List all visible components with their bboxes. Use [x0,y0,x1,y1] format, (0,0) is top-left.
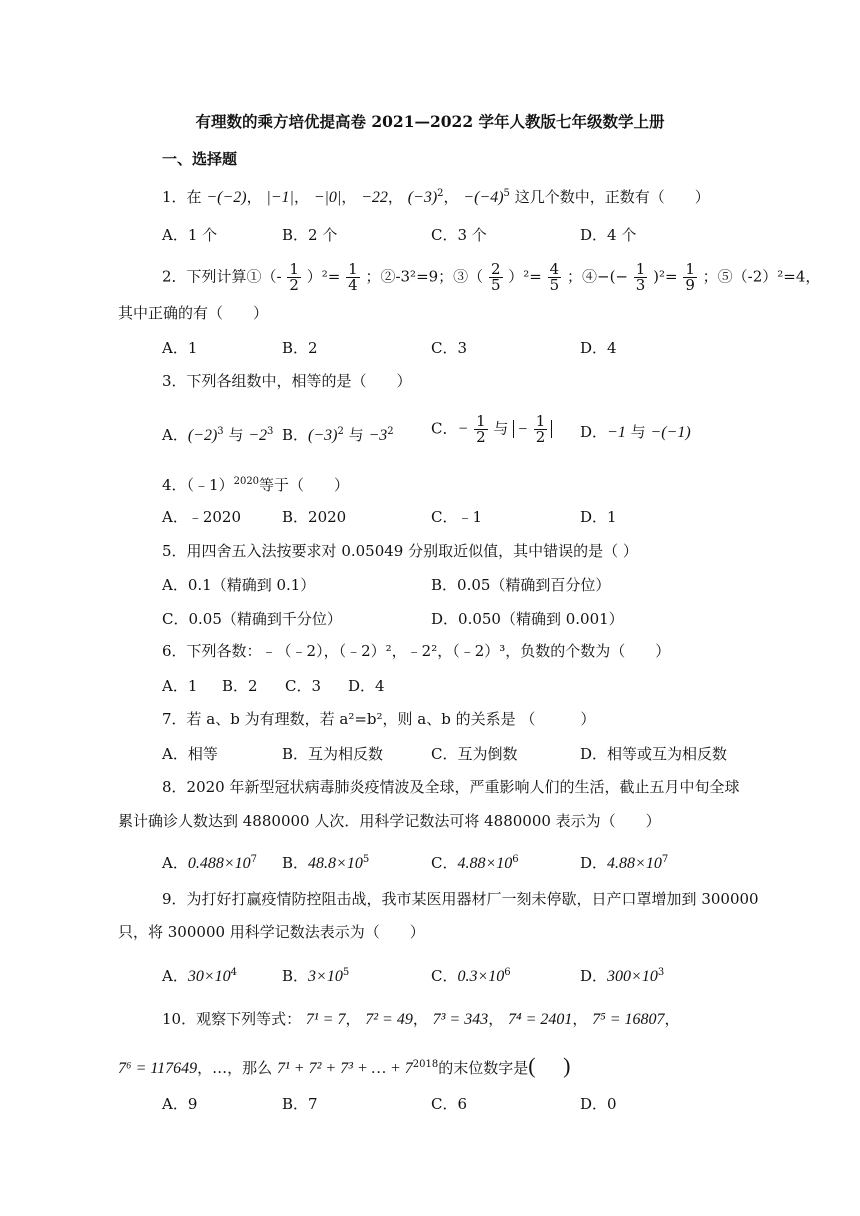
q5-option-d[interactable]: D．0.050（精确到 0.001） [431,610,624,628]
q4-option-b[interactable]: B．2020 [282,508,347,526]
fraction: $\frac{1}{2}$ [289,260,299,294]
question-9-line2: 只，将 300000 用科学记数法表示为（ ） [118,923,425,941]
q7-option-d[interactable]: D．相等或互为相反数 [580,745,728,763]
q8-option-d[interactable]: D．$4.88\times 10^7$ [580,854,669,872]
q10-option-a[interactable]: A．9 [162,1095,198,1113]
q9-option-d[interactable]: D．$300\times 10^3$ [580,967,665,985]
question-5-stem: 5．用四舍五入法按要求对 0.05049 分别取近似值，其中错误的是（ ） [162,542,638,560]
q2-option-b[interactable]: B．2 [282,339,318,357]
q7-option-b[interactable]: B．互为相反数 [282,745,384,763]
q6-option-a[interactable]: A．1 [162,677,198,695]
q4-option-c[interactable]: C．﹣1 [431,508,483,526]
q1-option-b[interactable]: B．2 个 [282,226,338,244]
q9-option-c[interactable]: C．$0.3\times 10^6$ [431,967,511,985]
q1-option-d[interactable]: D．4 个 [580,226,637,244]
q6-option-d[interactable]: D．4 [348,677,385,695]
absolute-value: − $\frac{1}{2}$ [513,420,552,438]
q6-option-c[interactable]: C．3 [285,677,322,695]
q10-option-c[interactable]: C．6 [431,1095,468,1113]
q4-option-d[interactable]: D．1 [580,508,617,526]
q7-option-a[interactable]: A．相等 [162,745,218,763]
q2-option-d[interactable]: D．4 [580,339,617,357]
q9-option-a[interactable]: A．$30\times 10^4$ [162,967,238,985]
q3-option-c[interactable]: C．− $\frac{1}{2}$ 与 − $\frac{1}{2}$ [431,414,552,445]
q5-option-b[interactable]: B．0.05（精确到百分位） [431,576,611,594]
q7-option-c[interactable]: C．互为倒数 [431,745,518,763]
q10-option-d[interactable]: D．0 [580,1095,617,1113]
q2-option-a[interactable]: A．1 [162,339,198,357]
question-7-stem: 7．若 a、b 为有理数，若 a²=b²，则 a、b 的关系是 （ ） [162,710,596,728]
fraction: $\frac{1}{2}$ [535,412,546,446]
fraction: $\frac{2}{5}$ [490,260,501,294]
question-1-stem: 1．在 −(−2)， |−1|， −|0|， −22， $(-3)^2$， $-(-4)^5$ 这几个数中，正数有（ ） [162,188,710,206]
fraction: $\frac{1}{2}$ [476,412,486,446]
question-2-stem: 2．下列计算①（- $\frac{1}{2}$ ）²= $\frac{1}{4}$ ；②-3²=9；③（ $\frac{2}{5}$ ）²= $\frac{4}{5}$ ；④−(− $\frac{1}{3}$ )²= $\frac{1}{9}$ ；⑤（-2）²=4， [162,260,821,294]
q8-option-a[interactable]: A．$0.488\times 10^7$ [162,854,258,872]
q1-option-c[interactable]: C．3 个 [431,226,487,244]
section-heading: 一、选择题 [162,150,238,168]
question-10-stem: 10．观察下列等式： 7¹ = 7， 7² = 49， 7³ = 343， 7⁴ = 2401， 7⁵ = 16807， [162,1010,680,1028]
page-title: 有理数的乘方培优提高卷 2021—2022 学年人教版七年级数学上册 [195,112,665,131]
question-10-line2: 7⁶ = 117649，…，那么 7¹ + 7² + 7³ + … + $7^{2018}$的末位数字是( ) [118,1053,571,1078]
q6-option-b[interactable]: B．2 [222,677,258,695]
q9-option-b[interactable]: B．$3\times 10^5$ [282,967,350,985]
fraction: $\frac{4}{5}$ [549,260,560,294]
q5-option-a[interactable]: A．0.1（精确到 0.1） [162,576,316,594]
q8-option-c[interactable]: C．$4.88\times 10^6$ [431,854,519,872]
question-8-line1: 8．2020 年新型冠状病毒肺炎疫情波及全球，严重影响人们的生活，截止五月中旬全球 [162,778,740,796]
q3-option-a[interactable]: A．$(-2)^3$ 与 $-2^3$ [162,426,274,444]
q1-option-a[interactable]: A．1 个 [162,226,218,244]
q10-option-b[interactable]: B．7 [282,1095,318,1113]
question-2-line2: 其中正确的有（ ） [118,304,269,322]
question-9-line1: 9．为打好打赢疫情防控阻击战，我市某医用器材厂一刻未停歇，日产口罩增加到 300000 [162,890,759,908]
question-3-stem: 3．下列各组数中，相等的是（ ） [162,372,412,390]
fraction: $\frac{1}{3}$ [635,260,646,294]
fraction: $\frac{1}{4}$ [348,260,358,294]
question-6-stem: 6．下列各数：﹣（﹣2），（﹣2）²，﹣2²，（﹣2）³，负数的个数为（ ） [162,642,671,660]
q2-option-c[interactable]: C．3 [431,339,468,357]
q3-option-d[interactable]: D．−1 与 −(−1) [580,423,691,441]
q5-option-c[interactable]: C．0.05（精确到千分位） [162,610,342,628]
question-8-line2: 累计确诊人数达到 4880000 人次．用科学记数法可将 4880000 表示为（ ） [118,812,661,830]
q8-option-b[interactable]: B．$48.8\times 10^5$ [282,854,370,872]
q4-option-a[interactable]: A．﹣2020 [162,508,242,526]
question-4-stem: 4．（﹣1）$^{2020}$等于（ ） [162,476,350,494]
q3-option-b[interactable]: B．$(-3)^2$ 与 $-3^2$ [282,426,394,444]
fraction: $\frac{1}{9}$ [685,260,695,294]
